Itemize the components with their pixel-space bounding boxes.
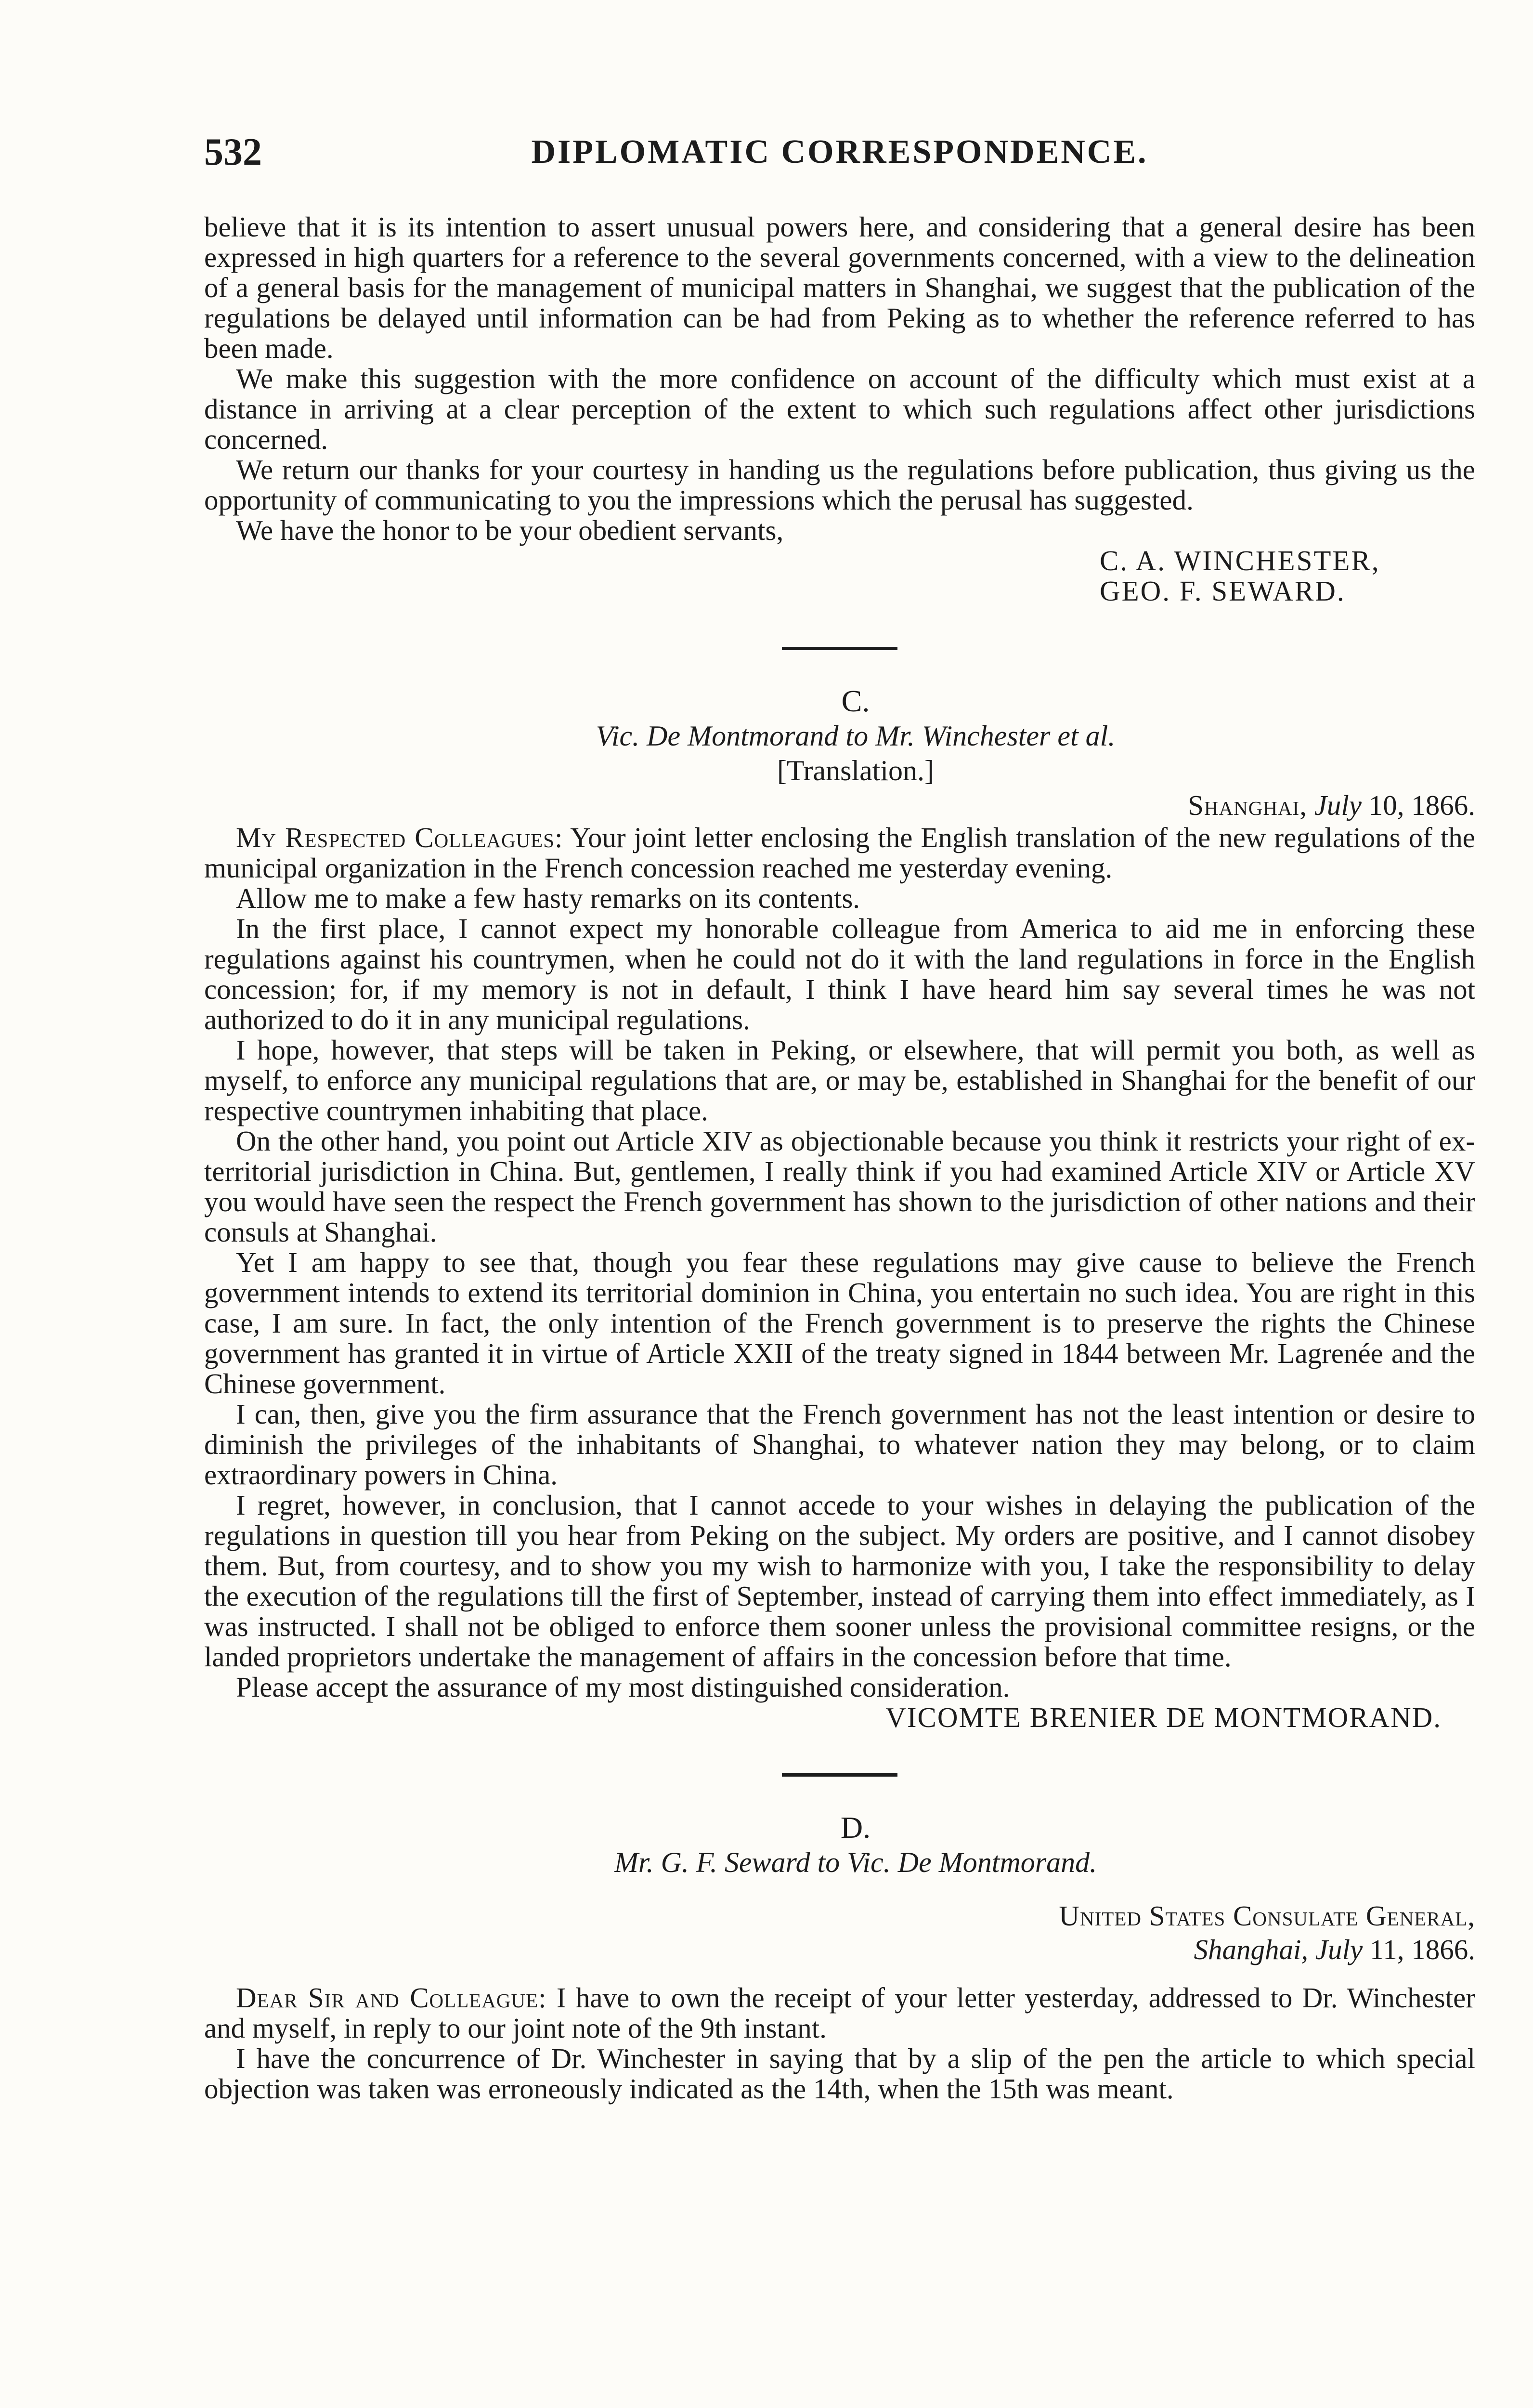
dateline-month: July	[1314, 789, 1362, 821]
signature-block	[1100, 546, 1475, 606]
page-body	[204, 212, 1475, 2104]
paragraph: believe that it is its intention to assert unusual powers here, and considering that a general desire has been expressed in high quarters for a reference to the several governments concerned, with a view to the delineation of a general basis for the management of municipal matters in Shanghai, we suggest that the publication of the regulations be delayed until information can be had from Peking as to whether the reference referred to has been made.	[204, 211, 1475, 364]
dateline-year: 10, 1866.	[1368, 789, 1475, 821]
paragraph-text: I have to own the receipt of your letter yesterday, addressed to Dr. Winchester and myself, in reply to our joint note of the 9th instant.	[204, 1982, 1475, 2044]
section-divider	[782, 1773, 897, 1777]
running-head	[204, 129, 1475, 175]
section-letter-c: C.	[841, 684, 870, 718]
paragraph: I have the concurrence of Dr. Winchester in saying that by a slip of the pen the article to which special objection was taken was erroneously indicated as the 14th, when the 15th was meant.	[204, 2042, 1475, 2105]
dateline	[204, 788, 1475, 823]
paragraph	[204, 1983, 1475, 2043]
signatory: GEO. F. SEWARD.	[1100, 575, 1346, 607]
dateline	[204, 1899, 1475, 1966]
letter-heading: Vic. De Montmorand to Mr. Winchester et al.	[596, 720, 1116, 752]
office-name: United States Consulate General,	[1059, 1900, 1475, 1932]
dateline-place: Shanghai,	[1188, 789, 1307, 821]
paragraph: Please accept the assurance of my most distinguished consideration.	[236, 1671, 1010, 1703]
paragraph: Allow me to make a few hasty remarks on its contents.	[236, 882, 860, 914]
paragraph: On the other hand, you point out Article XIV as objectionable because you think it restricts your right of ex-territorial jurisdiction in China. But, gentlemen, I really think if you had examined Article XIV or Article XV you would have seen the respect the French government has shown to the jurisdiction of other nations and their consuls at Shanghai.	[204, 1125, 1475, 1248]
dateline-place: Shanghai,	[1194, 1934, 1309, 1965]
paragraph: In the first place, I cannot expect my honorable colleague from America to aid me in enforcing these regulations against his countrymen, when he could not do it with the land regulations in force in the English concession; for, if my memory is not in default, I think I have heard him say several times he was not authorized to do it in any municipal regulations.	[204, 913, 1475, 1035]
dateline-line	[204, 1933, 1475, 1966]
signatory: C. A. WINCHESTER,	[1100, 545, 1380, 576]
paragraph: I hope, however, that steps will be taken in Peking, or elsewhere, that will permit you both, as well as myself, to enforce any municipal regulations that are, or may be, established in Shanghai for the benefit of our respective countrymen inhabiting that place.	[204, 1034, 1475, 1126]
paragraph-text: Your joint letter enclosing the English translation of the new regulations of the municipal organization in the French concession reached me yesterday evening.	[204, 822, 1475, 884]
paragraph: I regret, however, in conclusion, that I cannot accede to your wishes in delaying the publication of the regulations in question till you hear from Peking on the subject. My orders are positive, and I cannot disobey them. But, from courtesy, and to show you my wish to harmonize with you, I take the responsibility to delay the execution of the regulations till the first of September, instead of carrying them into effect immediately, as I was instructed. I shall not be obliged to enforce them sooner unless the provisional committee resigns, or the landed proprietors undertake the management of affairs in the concession before that time.	[204, 1489, 1475, 1673]
paragraph: We return our thanks for your courtesy in handing us the regulations before publication, thus giving us the opportunity of communicating to you the impressions which the perusal has suggested.	[204, 454, 1475, 516]
dateline-year: 11, 1866.	[1369, 1934, 1475, 1965]
letter-heading: Mr. G. F. Seward to Vic. De Montmorand.	[614, 1846, 1097, 1878]
section-divider	[782, 647, 897, 650]
signature: VICOMTE BRENIER DE MONTMORAND.	[885, 1701, 1442, 1733]
translation-note: [Translation.]	[777, 755, 935, 786]
dateline-month: July	[1315, 1934, 1363, 1965]
salutation: My Respected Colleagues:	[236, 822, 563, 853]
paragraph: We have the honor to be your obedient servants,	[236, 514, 784, 546]
page-number: 532	[204, 131, 262, 173]
running-title: DIPLOMATIC CORRESPONDENCE.	[531, 133, 1148, 170]
paragraph	[204, 823, 1475, 883]
section-letter-d: D.	[840, 1810, 871, 1845]
paragraph: Yet I am happy to see that, though you fear these regulations may give cause to believe the French government intends to extend its territorial dominion in China, you entertain no such idea. You are right in this case, I am sure. In fact, the only intention of the French government is to preserve the rights the Chinese government has granted it in virtue of Article XXII of the treaty signed in 1844 between Mr. Lagrenée and the Chinese government.	[204, 1246, 1475, 1400]
salutation: Dear Sir and Colleague:	[236, 1982, 547, 2014]
paragraph: We make this suggestion with the more confidence on account of the difficulty which must exist at a distance in arriving at a clear perception of the extent to which such regulations affect other jurisdictions concerned.	[204, 363, 1475, 455]
paragraph: I can, then, give you the firm assurance that the French government has not the least intention or desire to diminish the privileges of the inhabitants of Shanghai, to whatever nation they may belong, or to claim extraordinary powers in China.	[204, 1398, 1475, 1491]
